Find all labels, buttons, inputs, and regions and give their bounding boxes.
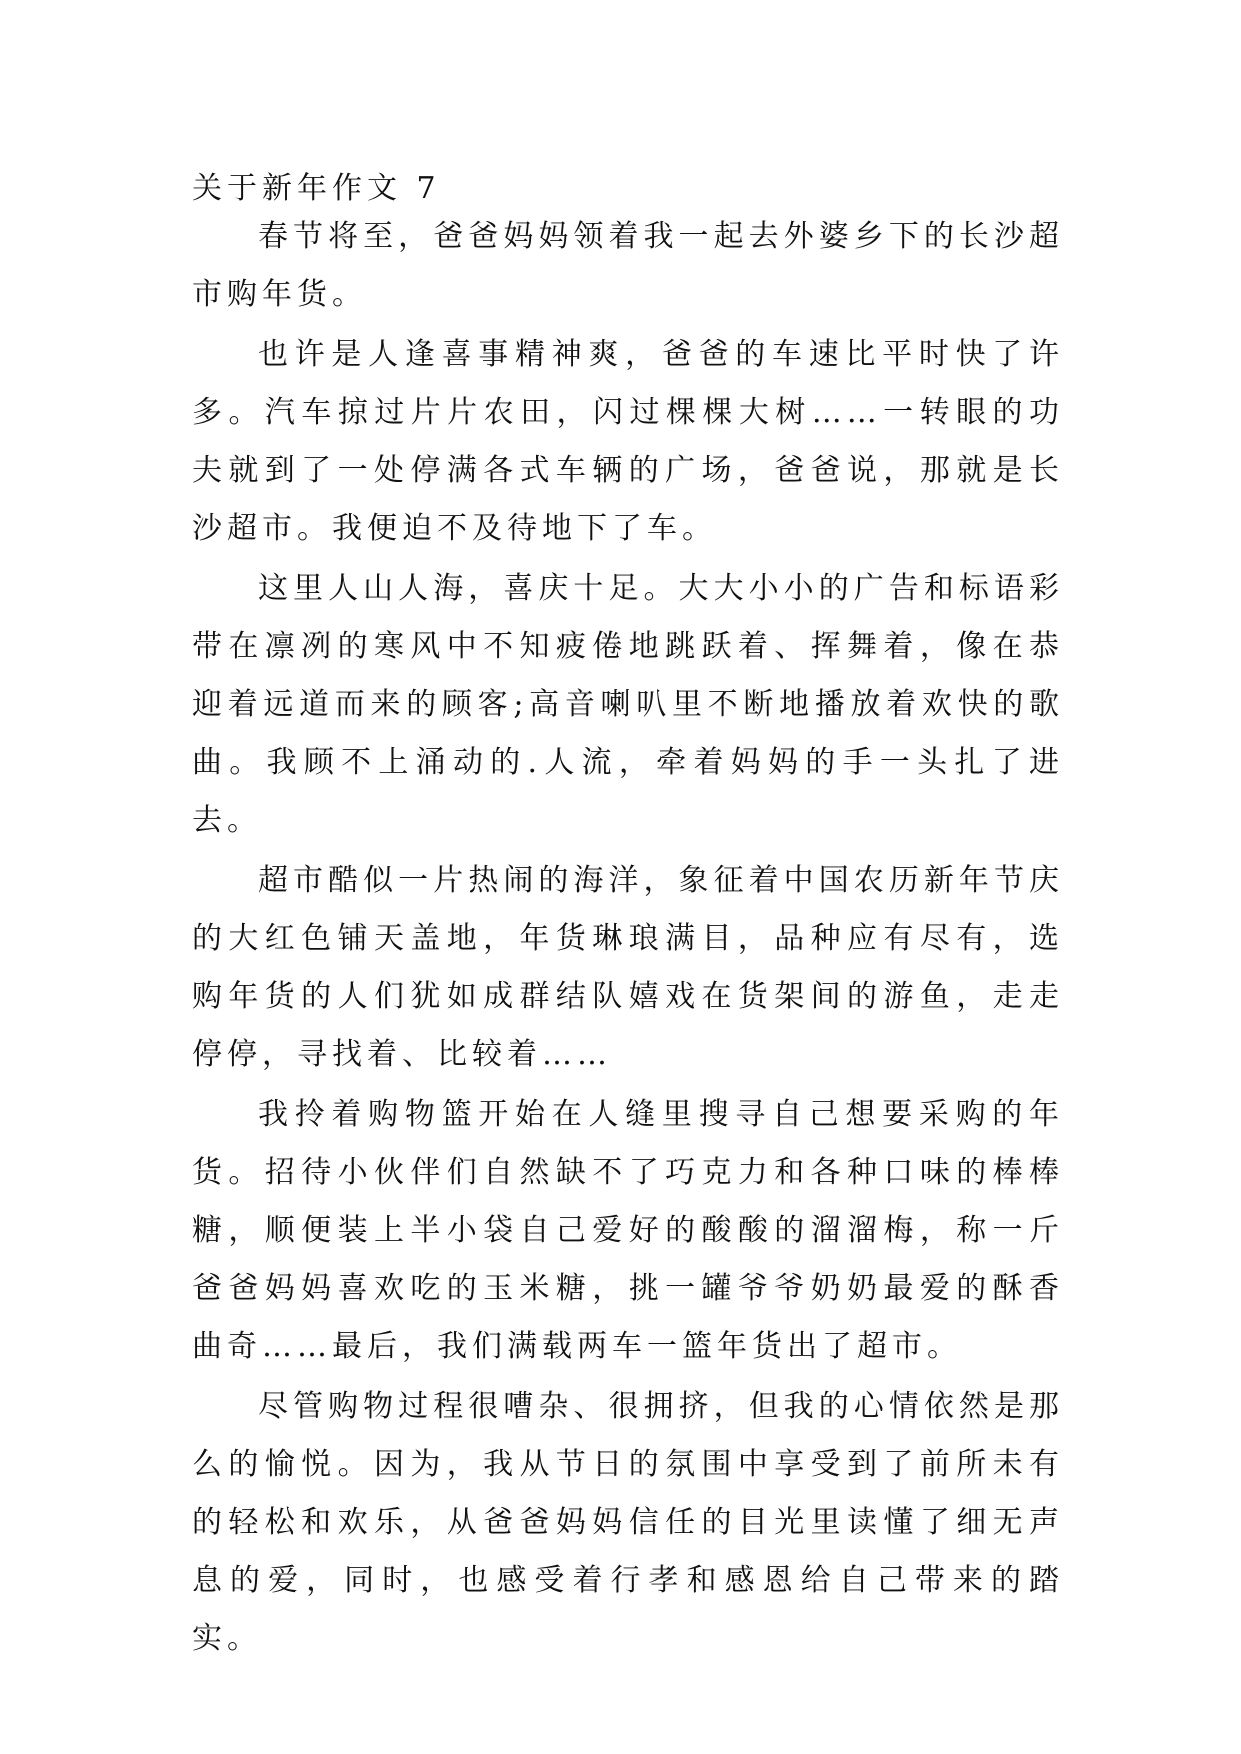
paragraph-1: 春节将至，爸爸妈妈领着我一起去外婆乡下的长沙超市购年货。 xyxy=(192,219,1064,312)
paragraph-2: 也许是人逢喜事精神爽，爸爸的车速比平时快了许多。汽车掠过片片农田，闪过棵棵大树……一转眼的功夫就到了一处停满各式车辆的广场，爸爸说，那就是长沙超市。我便迫不及待地下了车。 xyxy=(192,337,1064,546)
paragraph-5: 我拎着购物篮开始在人缝里搜寻自己想要采购的年货。招待小伙伴们自然缺不了巧克力和各种口味的棒棒糖，顺便装上半小袋自己爱好的酸酸的溜溜梅，称一斤爸爸妈妈喜欢吃的玉米糖，挑一罐爷爷奶奶最爱的酥香曲奇……最后，我们满载两车一篮年货出了超市。 xyxy=(192,1097,1064,1364)
document-page xyxy=(192,160,1064,1670)
paragraph-4: 超市酷似一片热闹的海洋，象征着中国农历新年节庆的大红色铺天盖地，年货琳琅满目，品种应有尽有，选购年货的人们犹如成群结队嬉戏在货架间的游鱼，走走停停，寻找着、比较着…… xyxy=(192,863,1064,1072)
paragraph-6: 尽管购物过程很嘈杂、很拥挤，但我的心情依然是那么的愉悦。因为，我从节日的氛围中享受到了前所未有的轻松和欢乐，从爸爸妈妈信任的目光里读懂了细无声息的爱，同时，也感受着行孝和感恩给自己带来的踏实。 xyxy=(192,1389,1064,1656)
document-title: 关于新年作文 7 xyxy=(192,171,441,206)
paragraph-3: 这里人山人海，喜庆十足。大大小小的广告和标语彩带在凛冽的寒风中不知疲倦地跳跃着、挥舞着，像在恭迎着远道而来的顾客;高音喇叭里不断地播放着欢快的歌曲。我顾不上涌动的.人流，牵着妈妈的手一头扎了进去。 xyxy=(192,571,1064,838)
